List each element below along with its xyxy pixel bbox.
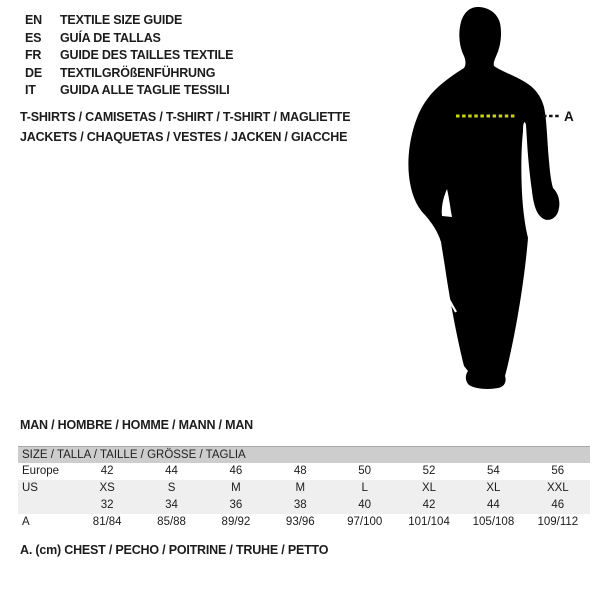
size-cell: M (295, 482, 306, 494)
size-cell: 42 (422, 499, 436, 511)
size-cell: XL (486, 482, 501, 494)
table-row-us (18, 480, 590, 497)
size-cell: 89/92 (221, 516, 251, 528)
table-row-chest (18, 514, 590, 531)
language-label: GUIDA ALLE TAGLIE TESSILI (60, 83, 230, 97)
language-row (25, 47, 233, 65)
language-code: ES (25, 30, 42, 45)
language-label: GUÍA DE TALLAS (60, 30, 161, 45)
size-cell: 105/108 (472, 516, 515, 528)
size-cell: 48 (293, 465, 307, 477)
size-cell: 85/88 (157, 516, 186, 528)
size-cell: 44 (165, 465, 178, 477)
size-cell: 40 (358, 499, 372, 511)
language-row (25, 65, 233, 83)
language-label: GUIDE DES TAILLES TEXTILE (60, 48, 234, 62)
table-row-europe (18, 463, 590, 480)
category-list (20, 108, 350, 147)
size-cell: 50 (358, 465, 372, 477)
size-cell: 93/96 (285, 516, 315, 528)
measure-footnote: A. (cm) CHEST / PECHO / POITRINE / TRUHE / PETTO (20, 543, 329, 557)
size-cell: 42 (100, 465, 114, 477)
language-code: FR (25, 48, 42, 62)
row-label (18, 497, 75, 514)
language-code: IT (25, 83, 36, 97)
category-line-jackets: JACKETS / CHAQUETAS / VESTES / JACKEN / GIACCHE (20, 129, 348, 144)
row-label: A (22, 516, 30, 528)
table-row-us-numeric (18, 497, 590, 514)
size-cell: 52 (422, 465, 436, 477)
man-silhouette (408, 7, 559, 389)
size-cell: S (167, 482, 176, 494)
size-cell: M (231, 482, 241, 494)
size-cell: XXL (546, 482, 569, 494)
size-cell: 34 (165, 499, 178, 511)
section-title-man: MAN / HOMBRE / HOMME / MANN / MAN (20, 418, 253, 432)
measure-label: A (564, 109, 574, 124)
size-table-header: SIZE / TALLA / TAILLE / GRÖSSE / TAGLIA (18, 446, 590, 463)
size-table (18, 446, 590, 531)
language-row (25, 82, 233, 100)
size-cell: 109/112 (537, 516, 579, 528)
language-label: TEXTILGRÖßENFÜHRUNG (60, 65, 216, 80)
language-row (25, 12, 233, 30)
size-cell: XS (99, 482, 115, 494)
size-cell: 101/104 (408, 516, 450, 528)
size-cell: XL (422, 482, 437, 494)
size-cell: 97/100 (347, 516, 383, 528)
man-silhouette-figure (395, 0, 585, 405)
category-line-tshirts: T-SHIRTS / CAMISETAS / T-SHIRT / T-SHIRT / MAGLIETTE (20, 110, 351, 124)
row-label: US (22, 482, 38, 494)
size-cell: L (361, 482, 368, 494)
size-cell: 32 (100, 499, 114, 511)
size-cell: 54 (487, 465, 500, 477)
row-label: Europe (22, 465, 60, 477)
size-cell: 46 (551, 499, 565, 511)
size-cell: 56 (551, 465, 565, 477)
size-cell: 36 (229, 499, 243, 511)
language-code: DE (25, 65, 42, 80)
size-cell: 44 (487, 499, 500, 511)
size-cell: 46 (229, 465, 243, 477)
language-code: EN (25, 13, 42, 27)
language-list (25, 12, 233, 100)
size-cell: 81/84 (92, 516, 122, 528)
size-cell: 38 (293, 499, 307, 511)
language-label: TEXTILE SIZE GUIDE (60, 13, 183, 27)
language-row (25, 30, 233, 48)
